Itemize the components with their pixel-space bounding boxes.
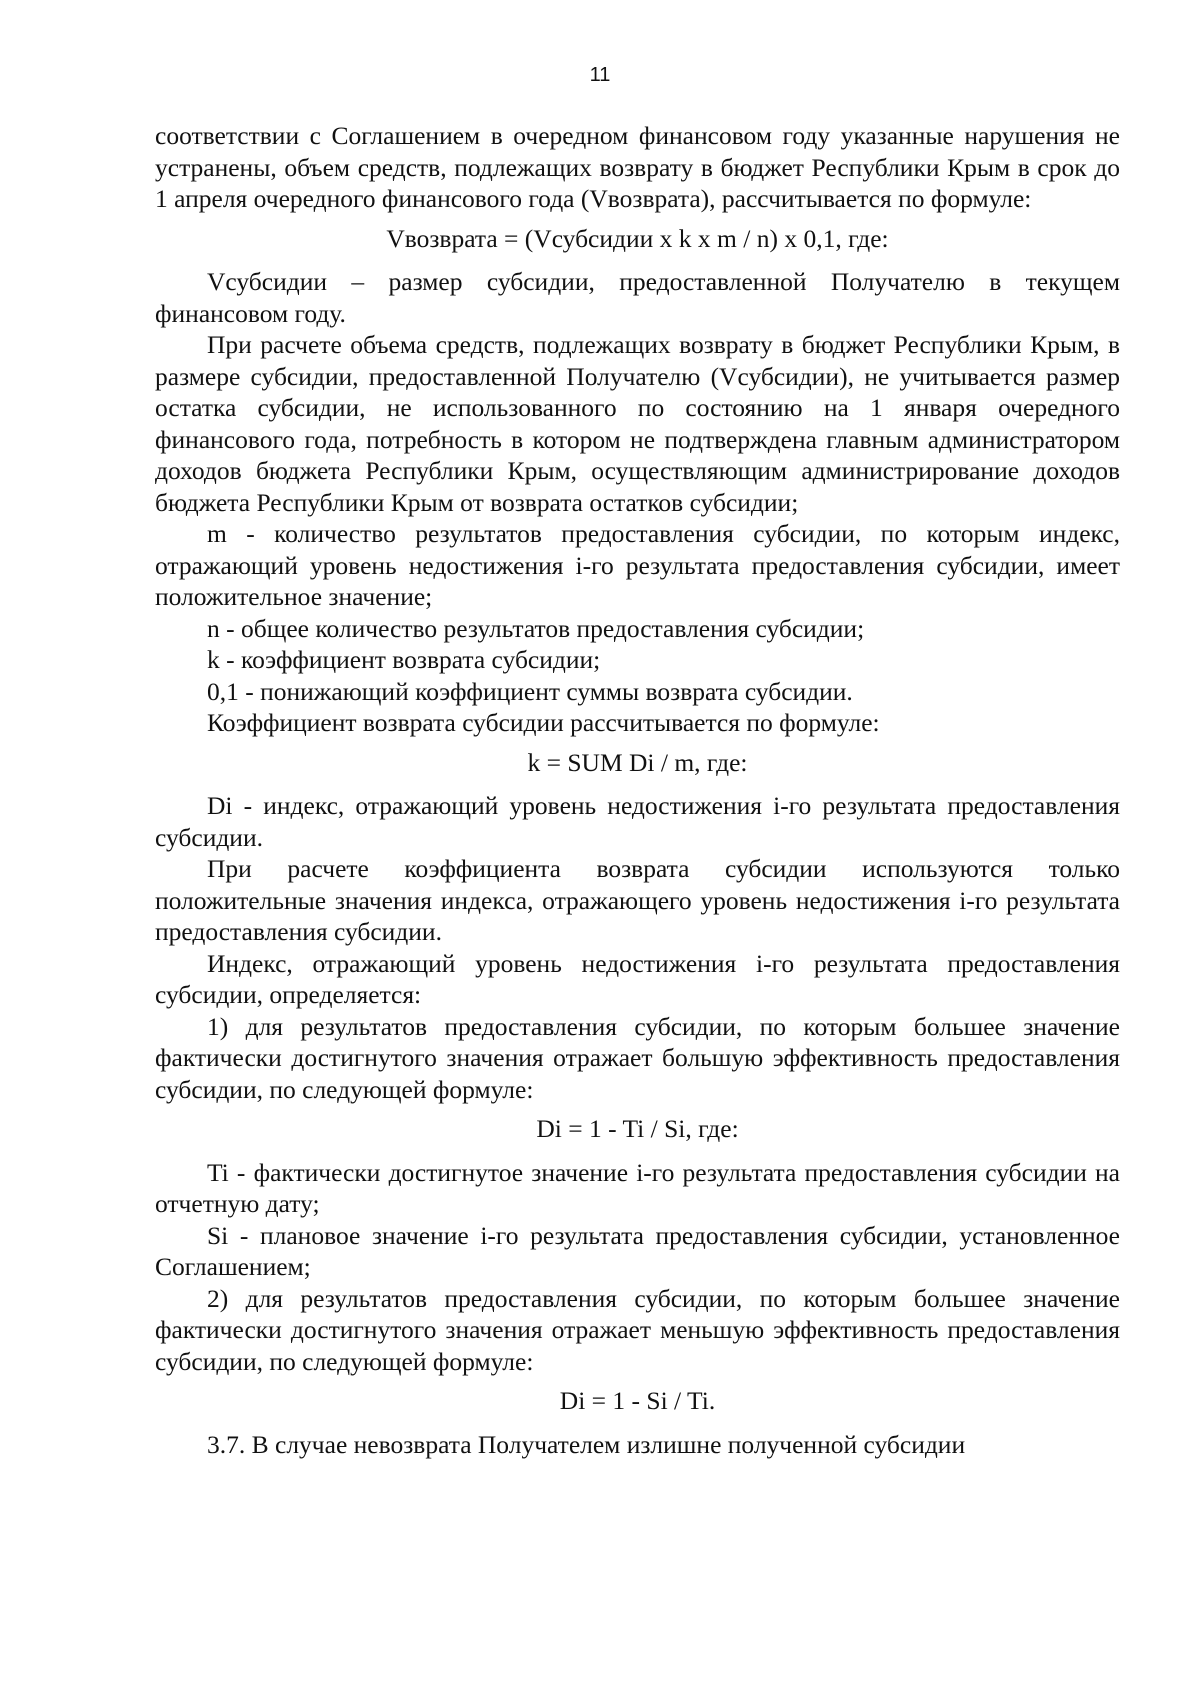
- paragraph-di-definition: Di - индекс, отражающий уровень недостижения i-го результата предоставления субсидии.: [155, 791, 1120, 852]
- paragraph-reducing-coefficient: 0,1 - понижающий коэффициент суммы возврата субсидии.: [207, 676, 853, 706]
- paragraph-n-definition: n - общее количество результатов предоставления субсидии;: [207, 613, 865, 643]
- paragraph-k-definition: k - коэффициент возврата субсидии;: [207, 645, 601, 674]
- page-number: 11: [589, 64, 611, 86]
- formula-di-case-2: Di = 1 - Si / Ti.: [559, 1386, 716, 1415]
- paragraph-case-1: 1) для результатов предоставления субсидии, по которым большее значение фактически достигнутого значения отражает большую эффективность предоставления субсидии, по следующей формуле:: [155, 1011, 1120, 1104]
- paragraph-calculation-note: При расчете объема средств, подлежащих возврату в бюджет Республики Крым, в размере субсидии, предоставленной Получателю (Vсубсидии), не учитывается размер остатка субсидии, не использованного по состоянию на 1 января очередного финансового года, потребность в котором не подтверждена главным администратором доходов бюджета Республики Крым, осуществляющим администрирование доходов бюджета Республики Крым от возврата остатков субсидии;: [155, 330, 1120, 517]
- paragraph-ti-definition: Ti - фактически достигнутое значение i-го результата предоставления субсидии на отчетную дату;: [155, 1157, 1120, 1218]
- paragraph-index-intro: Индекс, отражающий уровень недостижения i-го результата предоставления субсидии, определяется:: [155, 948, 1120, 1009]
- paragraph-k-formula-intro: Коэффициент возврата субсидии рассчитывается по формуле:: [207, 708, 880, 737]
- paragraph-continuation: соответствии с Соглашением в очередном финансовом году указанные нарушения не устранены, объем средств, подлежащих возврату в бюджет Республики Крым в срок до 1 апреля очередного финансового года (Vвозврата), рассчитывается по формуле:: [155, 121, 1120, 213]
- paragraph-positive-values-note: При расчете коэффициента возврата субсидии используются только положительные значения индекса, отражающего уровень недостижения i-го результата предоставления субсидии.: [155, 854, 1120, 946]
- paragraph-m-definition: m - количество результатов предоставления субсидии, по которым индекс, отражающий уровень недостижения i-го результата предоставления субсидии, имеет положительное значение;: [155, 519, 1120, 611]
- paragraph-case-2: 2) для результатов предоставления субсидии, по которым большее значение фактически достигнутого значения отражает меньшую эффективность предоставления субсидии, по следующей формуле:: [155, 1283, 1120, 1376]
- paragraph-si-definition: Si - плановое значение i-го результата предоставления субсидии, установленное Соглашением;: [155, 1220, 1120, 1281]
- document-body: [155, 120, 1120, 1460]
- paragraph-section-3-7: 3.7. В случае невозврата Получателем излишне полученной субсидии: [207, 1429, 966, 1459]
- formula-k: k = SUM Di / m, где:: [527, 747, 748, 777]
- formula-di-case-1: Di = 1 - Ti / Si, где:: [536, 1114, 739, 1143]
- formula-v-return: Vвозврата = (Vсубсидии x k x m / n) x 0,1, где:: [386, 223, 889, 253]
- paragraph-v-subsidy-definition: Vсубсидии – размер субсидии, предоставленной Получателю в текущем финансовом году.: [155, 267, 1120, 328]
